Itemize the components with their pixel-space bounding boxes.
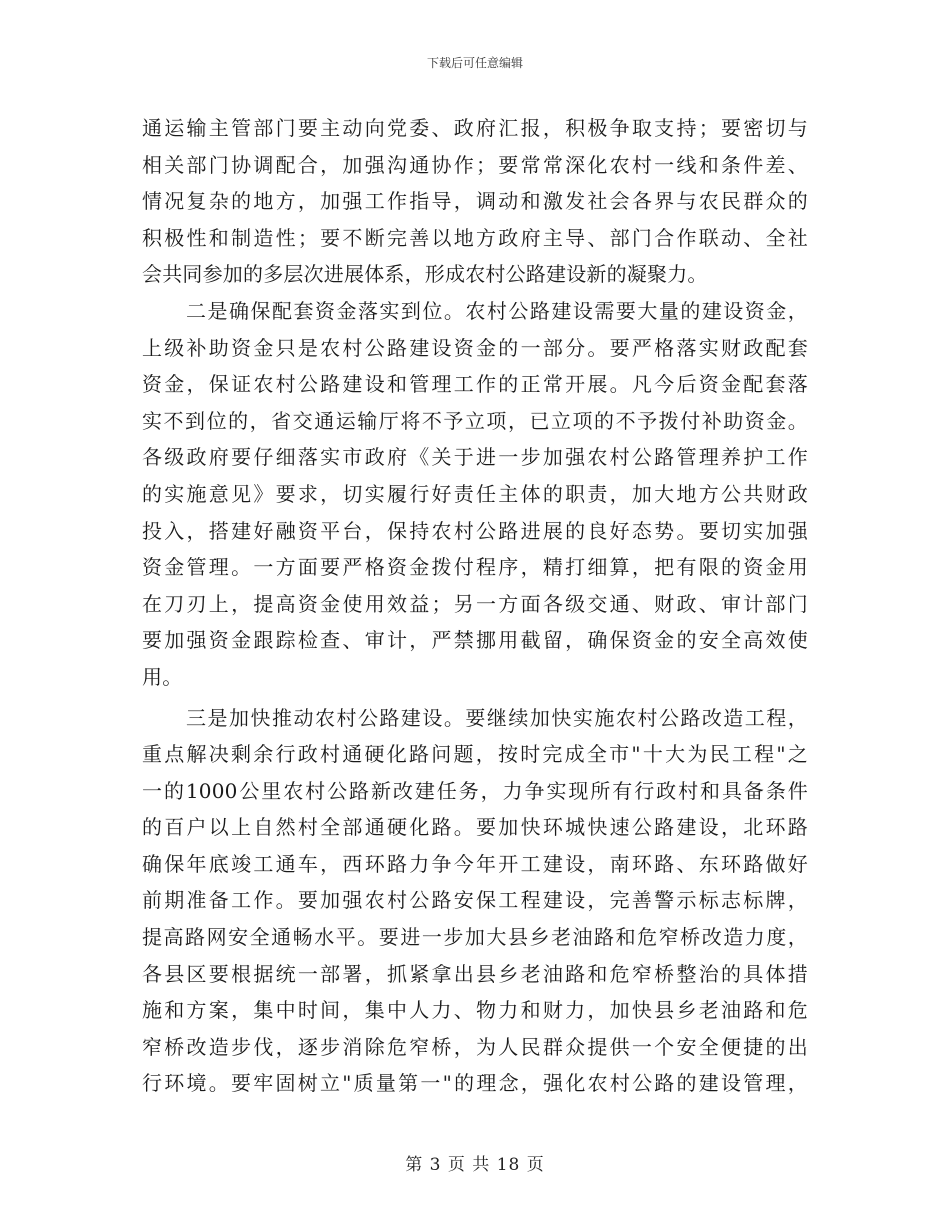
text-line: 用。: [142, 664, 183, 689]
text-line: 实不到位的，省交通运输厅将不予立项，已立项的不予拨付补助资金。: [142, 408, 808, 433]
text-line: 要加强资金跟踪检查、审计，严禁挪用截留，确保资金的安全高效使: [142, 628, 808, 653]
text-line: 会共同参加的多层次进展体系，形成农村公路建设新的凝聚力。: [142, 262, 708, 287]
text-line: 二是确保配套资金落实到位。农村公路建设需要大量的建设资金，: [186, 298, 808, 323]
text-line: 前期准备工作。要加强农村公路安保工程建设，完善警示标志标牌，: [142, 888, 808, 913]
text-line: 在刀刃上，提高资金使用效益；另一方面各级交通、财政、审计部门: [142, 591, 808, 616]
text-line: 提高路网安全通畅水平。要进一步加大县乡老油路和危窄桥改造力度，: [142, 925, 808, 950]
text-line: 各级政府要仔细落实市政府《关于进一步加强农村公路管理养护工作: [142, 445, 808, 470]
text-line: 的实施意见》要求，切实履行好责任主体的职责，加大地方公共财政: [142, 481, 808, 506]
text-line: 重点解决剩余行政村通硬化路问题，按时完成全市"十大为民工程"之: [142, 742, 808, 767]
text-line: 积极性和制造性；要不断完善以地方政府主导、部门合作联动、全社: [142, 225, 808, 250]
text-line: 投入，搭建好融资平台，保持农村公路进展的良好态势。要切实加强: [142, 518, 808, 543]
text-line: 相关部门协调配合，加强沟通协作；要常常深化农村一线和条件差、: [142, 152, 808, 177]
text-line: 的百户以上自然村全部通硬化路。要加快环城快速公路建设，北环路: [142, 815, 808, 840]
text-line: 施和方案，集中时间，集中人力、物力和财力，加快县乡老油路和危: [142, 998, 808, 1023]
document-body: [142, 110, 808, 1102]
text-line: 上级补助资金只是农村公路建设资金的一部分。要严格落实财政配套: [142, 335, 808, 360]
paragraph-2: [142, 293, 808, 696]
text-line: 资金，保证农村公路建设和管理工作的正常开展。凡今后资金配套落: [142, 372, 808, 397]
text-line: 各县区要根据统一部署，抓紧拿出县乡老油路和危窄桥整治的具体措: [142, 961, 808, 986]
text-line: 资金管理。一方面要严格资金拨付程序，精打细算，把有限的资金用: [142, 555, 808, 580]
text-line: 确保年底竣工通车，西环路力争今年开工建设，南环路、东环路做好: [142, 851, 808, 876]
page-header: 下载后可任意编辑: [426, 56, 523, 70]
page-number: 第 3 页 共 18 页: [405, 1155, 545, 1175]
text-line: 三是加快推动农村公路建设。要继续加快实施农村公路改造工程，: [186, 705, 808, 730]
text-line: 窄桥改造步伐，逐步消除危窄桥，为人民群众提供一个安全便捷的出: [142, 1034, 808, 1059]
text-line: 行环境。要牢固树立"质量第一"的理念，强化农村公路的建设管理，: [142, 1071, 808, 1096]
text-line: 一的1000公里农村公路新改建任务，力争实现所有行政村和具备条件: [142, 778, 808, 803]
text-line: 通运输主管部门要主动向党委、政府汇报，积极争取支持；要密切与: [142, 116, 808, 140]
paragraph-1: [142, 110, 808, 293]
text-line: 情况复杂的地方，加强工作指导，调动和激发社会各界与农民群众的: [142, 189, 808, 214]
paragraph-3: [142, 700, 808, 1103]
